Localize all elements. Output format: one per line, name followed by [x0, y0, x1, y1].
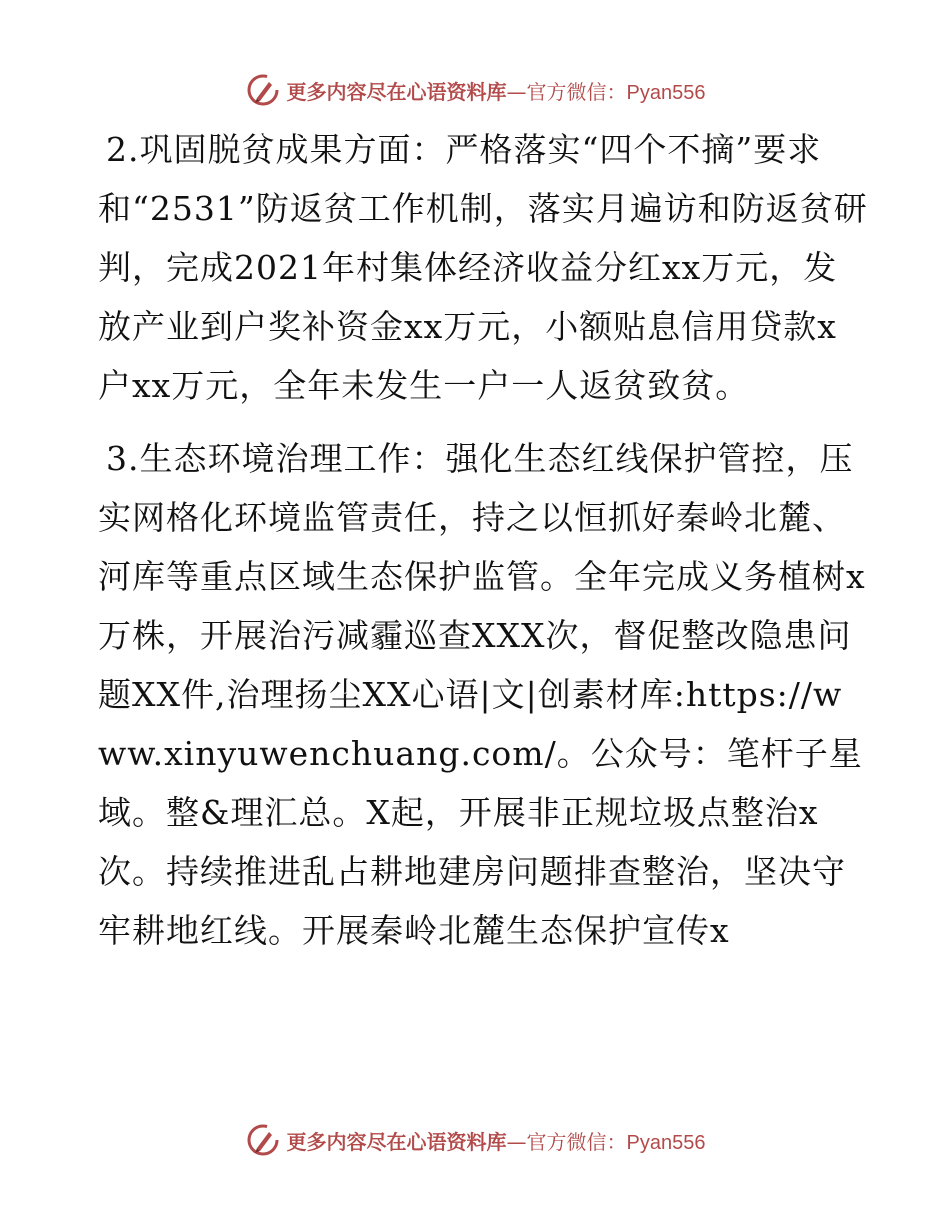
- document-body: [98, 120, 868, 960]
- footer-watermark-account: Pyan556: [626, 1131, 706, 1154]
- header-watermark-dash: —: [506, 79, 527, 104]
- header-watermark-banner: [0, 70, 950, 110]
- pen-nib-logo-icon: [245, 1122, 281, 1158]
- header-watermark-text: [287, 76, 706, 105]
- footer-watermark-dash: —: [506, 1129, 527, 1154]
- paragraph-ecology-governance: 3.生态环境治理工作：强化生态红线保护管控，压实网格化环境监管责任，持之以恒抓好秦岭北麓、河库等重点区域生态保护监管。全年完成义务植树x万株，开展治污减霾巡查XXX次，督促整改隐患问题XX件,治理扬尘XX心语|文|创素材库:https://www.xinyuwenchuang.com/。公众号：笔杆子星域。整&理汇总。X起，开展非正规垃圾点整治x次。持续推进乱占耕地建房问题排查整治，坚决守牢耕地红线。开展秦岭北麓生态保护宣传x: [98, 439, 866, 950]
- footer-watermark-banner: [0, 1120, 950, 1160]
- header-watermark-tail: 官方微信：: [526, 79, 627, 104]
- paragraph-poverty-results: 2.巩固脱贫成果方面：严格落实“四个不摘”要求和“2531”防返贫工作机制，落实月遍访和防返贫研判，完成2021年村集体经济收益分红xx万元，发放产业到户奖补资金xx万元，小额贴息信用贷款x户xx万元，全年未发生一户一人返贫致贫。: [98, 130, 868, 405]
- header-watermark-account: Pyan556: [626, 81, 706, 104]
- footer-watermark-lead: 更多内容尽在心语资料库: [286, 1129, 507, 1154]
- footer-watermark-tail: 官方微信：: [526, 1129, 627, 1154]
- footer-watermark-text: [287, 1126, 706, 1155]
- pen-nib-logo-icon: [245, 72, 281, 108]
- header-watermark-lead: 更多内容尽在心语资料库: [286, 79, 507, 104]
